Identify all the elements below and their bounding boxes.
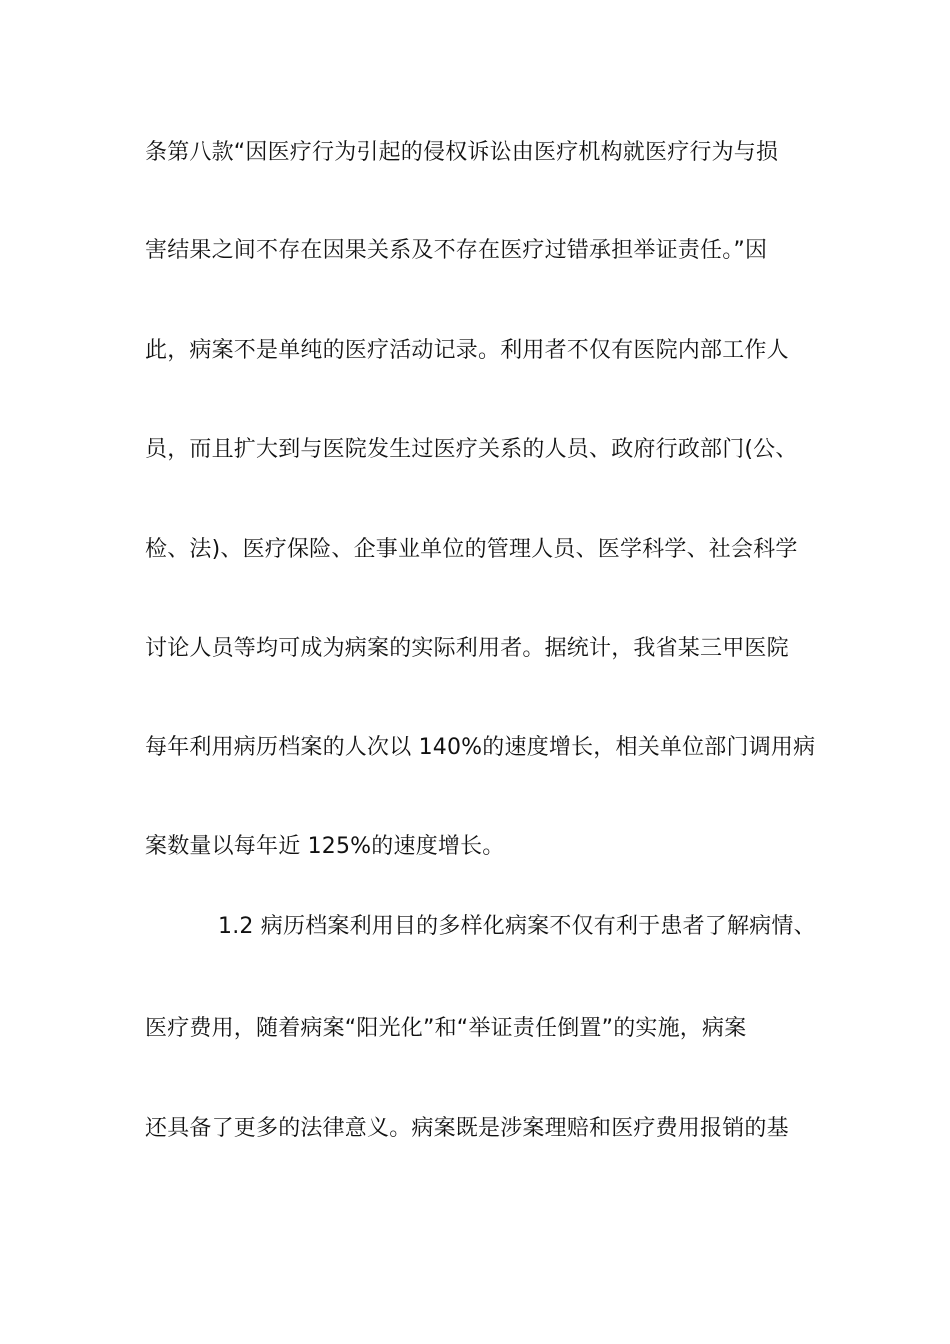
text-line: 医疗费用，随着病案“阳光化”和“举证责任倒置”的实施，病案 [145,1016,747,1041]
text-line: 员，而且扩大到与医院发生过医疗关系的人员、政府行政部门(公、 [145,437,798,462]
text-line: 条第八款“因医疗行为引起的侵权诉讼由医疗机构就医疗行为与损 [145,140,779,165]
text-line: 案数量以每年近 125%的速度增长。 [145,834,505,859]
text-line: 检、法)、医疗保险、企事业单位的管理人员、医学科学、社会科学 [145,537,798,562]
text-line: 每年利用病历档案的人次以 140%的速度增长，相关单位部门调用病 [145,735,816,760]
text-line: 害结果之间不存在因果关系及不存在医疗过错承担举证责任。”因 [145,238,768,263]
text-line: 此，病案不是单纯的医疗活动记录。利用者不仅有医院内部工作人 [145,338,789,363]
text-line: 讨论人员等均可成为病案的实际利用者。据统计，我省某三甲医院 [145,636,789,661]
section-heading-line: 1.2 病历档案利用目的多样化病案不仅有利于患者了解病情、 [218,914,816,939]
text-line: 还具备了更多的法律意义。病案既是涉案理赔和医疗费用报销的基 [145,1116,789,1141]
